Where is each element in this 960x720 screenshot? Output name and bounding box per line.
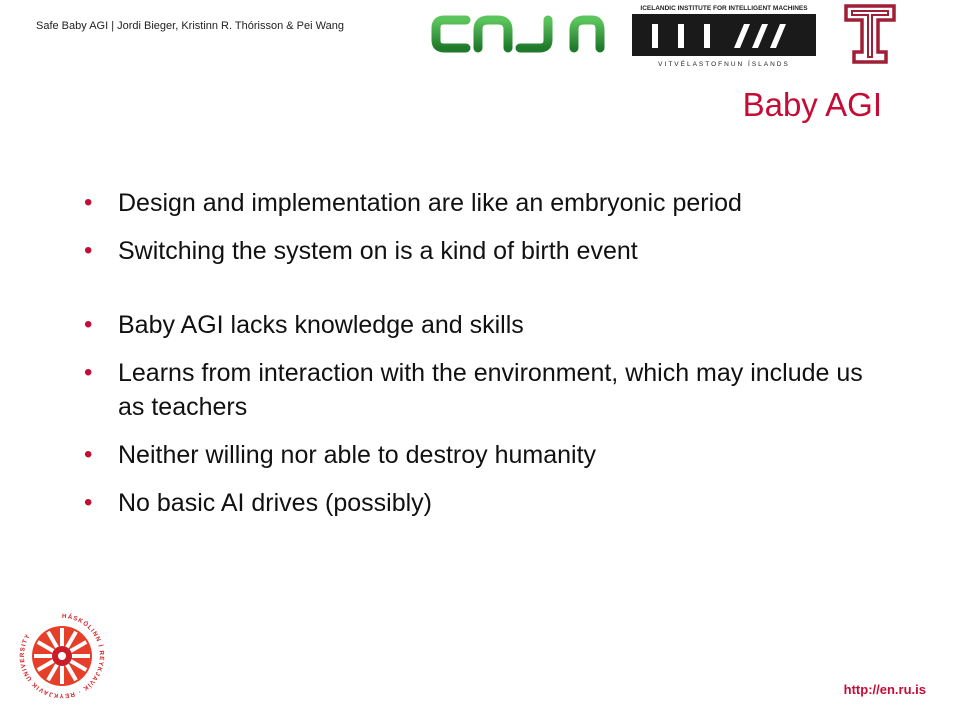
bullet-text: Learns from interaction with the environment, which may include us as teachers <box>118 359 863 421</box>
bullet-marker: • <box>84 489 93 516</box>
temple-logo <box>842 2 898 66</box>
bullet-item <box>80 234 880 268</box>
bullet-text: Baby AGI lacks knowledge and skills <box>118 311 524 339</box>
svg-text:VITVÉLASTOFNUN ÍSLANDS: VITVÉLASTOFNUN ÍSLANDS <box>658 61 790 68</box>
bullet-item <box>80 186 880 220</box>
bullet-text: Neither willing nor able to destroy humanity <box>118 441 597 469</box>
bullet-text: Design and implementation are like an embryonic period <box>118 189 742 217</box>
cadia-logo <box>428 8 608 60</box>
bullet-text: Switching the system on is a kind of birth event <box>118 237 638 265</box>
bullet-marker: • <box>84 237 93 264</box>
bullet-text: No basic AI drives (possibly) <box>118 489 433 517</box>
slide-title: Baby AGI <box>742 86 882 123</box>
header-credit: Safe Baby AGI | Jordi Bieger, Kristinn R. Thórisson & Pei Wang <box>36 20 344 32</box>
bullet-item <box>80 356 880 424</box>
iiim-logo <box>630 0 818 70</box>
svg-text:HÁSKÓLINN Í REYKJAVÍK · REYKJA: HÁSKÓLINN Í REYKJAVÍK · REYKJAVIK UNIVERSITY <box>18 612 106 700</box>
bullet-marker: • <box>84 189 93 216</box>
bullet-item <box>80 308 880 342</box>
bullet-marker: • <box>84 441 93 468</box>
bullet-list <box>80 186 880 534</box>
bullet-marker: • <box>84 311 93 338</box>
bullet-marker: • <box>84 359 93 386</box>
bullet-item <box>80 486 880 520</box>
bullet-item <box>80 438 880 472</box>
svg-text:ICELANDIC INSTITUTE FOR INTELL: ICELANDIC INSTITUTE FOR INTELLIGENT MACHINES <box>640 5 808 12</box>
footer-url[interactable]: http://en.ru.is <box>843 682 926 697</box>
reykjavik-university-logo <box>14 608 110 708</box>
